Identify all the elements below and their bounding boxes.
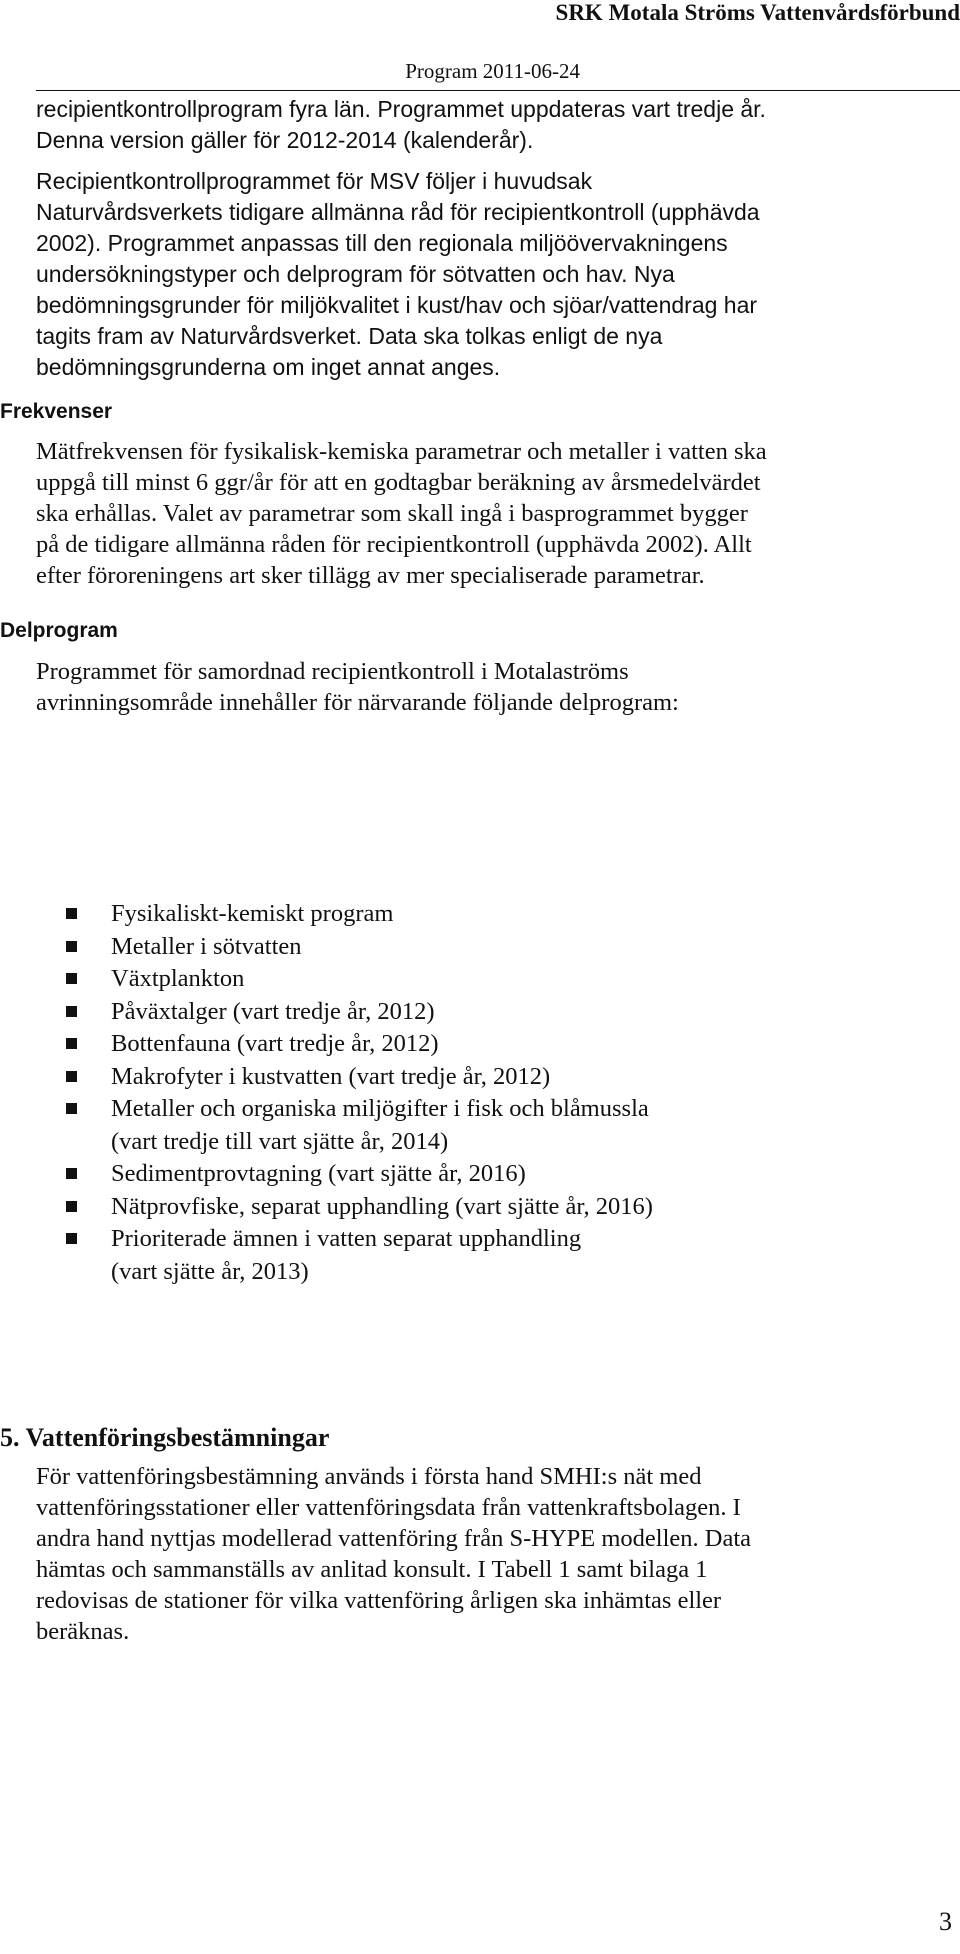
section5-line-3: andra hand nyttjas modellerad vattenföring från S-HYPE modellen. Data xyxy=(36,1525,752,1552)
frekvenser-line-2: uppgå till minst 6 ggr/år för att en godtagbar beräkning av årsmedelvärdet xyxy=(36,469,761,496)
delprogram-line-1: Programmet för samordnad recipientkontroll i Motalaströms xyxy=(36,658,629,685)
bullet-icon xyxy=(66,1071,77,1082)
list-item: Prioriterade ämnen i vatten separat upphandling (vart sjätte år, 2013) xyxy=(36,1223,653,1288)
bullet-icon xyxy=(66,1168,77,1179)
list-item: Bottenfauna (vart tredje år, 2012) xyxy=(36,1028,653,1061)
list-item: Metaller i sötvatten xyxy=(36,931,653,964)
intro-line-1: recipientkontrollprogram fyra län. Programmet uppdateras vart tredje år. xyxy=(36,96,766,122)
header-program-date: Program 2011-06-24 xyxy=(405,59,580,83)
section5-line-1: För vattenföringsbestämning används i första hand SMHI:s nät med xyxy=(36,1463,702,1490)
paragraph2-line-5: bedömningsgrunder för miljökvalitet i kust/hav och sjöar/vattendrag har xyxy=(36,292,758,318)
bullet-icon xyxy=(66,973,77,984)
paragraph2-line-6: tagits fram av Naturvårdsverket. Data ska tolkas enligt de nya xyxy=(36,323,663,349)
list-item: Sedimentprovtagning (vart sjätte år, 2016) xyxy=(36,1158,653,1191)
paragraph2-line-1: Recipientkontrollprogrammet för MSV följer i huvudsak xyxy=(36,168,593,194)
section5-line-5: redovisas de stationer för vilka vattenföring årligen ska inhämtas eller xyxy=(36,1587,722,1614)
frekvenser-line-5: efter föroreningens art sker tillägg av mer specialiserade parametrar. xyxy=(36,562,705,589)
intro-line-2: Denna version gäller för 2012-2014 (kalenderår). xyxy=(36,127,534,153)
bullet-icon xyxy=(66,908,77,919)
paragraph2-line-4: undersökningstyper och delprogram för sötvatten och hav. Nya xyxy=(36,261,675,287)
section5-line-6: beräknas. xyxy=(36,1618,130,1645)
section5-heading: 5. Vattenföringsbestämningar xyxy=(0,1423,330,1452)
bullet-icon xyxy=(66,941,77,952)
frekvenser-line-3: ska erhållas. Valet av parametrar som skall ingå i basprogrammet bygger xyxy=(36,500,748,527)
frekvenser-line-4: på de tidigare allmänna råden för recipientkontroll (upphävda 2002). Allt xyxy=(36,531,752,558)
section5-line-2: vattenföringsstationer eller vattenföringsdata från vattenkraftsbolagen. I xyxy=(36,1494,741,1521)
list-item: Nätprovfiske, separat upphandling (vart sjätte år, 2016) xyxy=(36,1191,653,1224)
frekvenser-heading: Frekvenser xyxy=(0,400,113,423)
bullet-icon xyxy=(66,1233,77,1244)
bullet-icon xyxy=(66,1038,77,1049)
bullet-icon xyxy=(66,1103,77,1114)
section5-line-4: hämtas och sammanställs av anlitad konsult. I Tabell 1 samt bilaga 1 xyxy=(36,1556,708,1583)
list-item: Metaller och organiska miljögifter i fisk och blåmussla (vart tredje till vart sjätte år, 2014) xyxy=(36,1093,653,1158)
list-item: Fysikaliskt-kemiskt program xyxy=(36,898,653,931)
header-organization: SRK Motala Ströms Vattenvårdsförbund xyxy=(555,0,960,25)
list-item: Växtplankton xyxy=(36,963,653,996)
delprogram-list xyxy=(36,898,653,1288)
paragraph2-line-2: Naturvårdsverkets tidigare allmänna råd för recipientkontroll (upphävda xyxy=(36,199,760,225)
list-item: Påväxtalger (vart tredje år, 2012) xyxy=(36,996,653,1029)
header-divider xyxy=(36,90,960,91)
frekvenser-line-1: Mätfrekvensen för fysikalisk-kemiska parametrar och metaller i vatten ska xyxy=(36,438,767,465)
list-item: Makrofyter i kustvatten (vart tredje år, 2012) xyxy=(36,1061,653,1094)
paragraph2-line-7: bedömningsgrunderna om inget annat anges. xyxy=(36,354,501,380)
delprogram-line-2: avrinningsområde innehåller för närvarande följande delprogram: xyxy=(36,689,679,716)
delprogram-heading: Delprogram xyxy=(0,619,118,642)
bullet-icon xyxy=(66,1201,77,1212)
paragraph2-line-3: 2002). Programmet anpassas till den regionala miljöövervakningens xyxy=(36,230,728,256)
page-number: 3 xyxy=(939,1907,952,1936)
bullet-icon xyxy=(66,1006,77,1017)
